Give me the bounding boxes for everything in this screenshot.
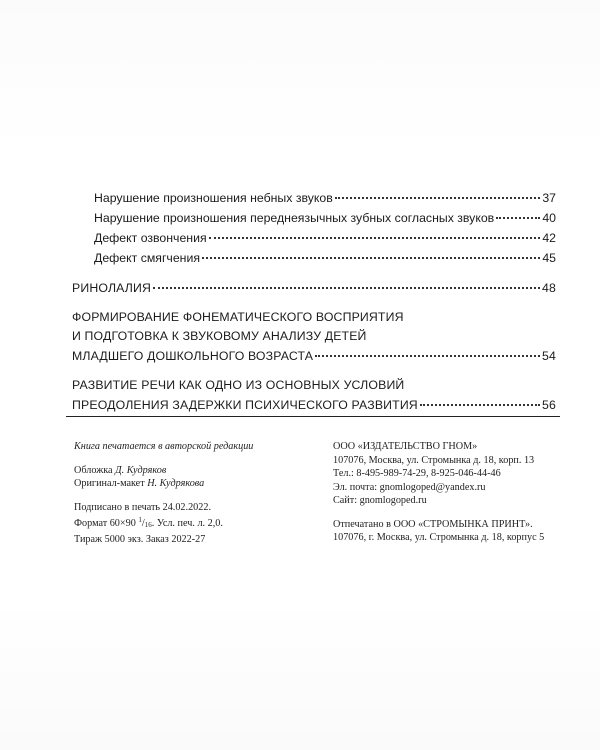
toc-leader-dots	[335, 197, 541, 199]
toc-entry	[72, 188, 556, 208]
imprint-right-column	[333, 440, 544, 545]
divider-line	[66, 416, 560, 417]
toc-section-last-line	[72, 278, 556, 298]
toc-leader-dots	[420, 404, 540, 406]
format-numerator: 1	[138, 516, 142, 524]
toc-entry-title: Дефект смягчения	[94, 251, 201, 265]
toc-leader-dots	[209, 237, 541, 239]
toc-section-title-line: ФОРМИРОВАНИЕ ФОНЕМАТИЧЕСКОГО ВОСПРИЯТИЯ	[72, 310, 404, 324]
toc-section-title-line: И ПОДГОТОВКА К ЗВУКОВОМУ АНАЛИЗУ ДЕТЕЙ	[72, 329, 367, 343]
layout-designer: Н. Кудрякова	[147, 478, 205, 489]
layout-label: Оригинал-макет	[74, 478, 145, 489]
toc-leader-dots	[496, 217, 540, 219]
table-of-contents	[72, 188, 556, 415]
imprint-left-column	[74, 440, 253, 546]
printer-address: 107076, г. Москва, ул. Стромынка д. 18, корпус 5	[333, 532, 545, 543]
cover-designer: Д. Кудряков	[115, 464, 167, 476]
toc-entry-title: Нарушение произношения переднеязычных зубных согласных звуков	[94, 211, 495, 225]
toc-leader-dots	[202, 257, 540, 259]
publisher-phone: Тел.: 8-495-989-74-29, 8-925-046-44-46	[333, 468, 501, 479]
publisher-address: 107076, Москва, ул. Стромынка д. 18, корп. 13	[333, 454, 535, 466]
format-suffix: . Усл. печ. л. 2,0.	[151, 518, 223, 529]
toc-entry	[72, 248, 556, 268]
signed-date: Подписано в печать 24.02.2022.	[74, 501, 211, 513]
toc-section-page: 54	[542, 349, 556, 363]
toc-entry-title: Нарушение произношения небных звуков	[94, 191, 333, 205]
format-line: Формат 60×90 $^1/_{16}$. Усл. печ. л. 2,0.	[74, 516, 223, 529]
cover-label: Обложка	[74, 464, 113, 476]
toc-section-title-line: ПРЕОДОЛЕНИЯ ЗАДЕРЖКИ ПСИХИЧЕСКОГО РАЗВИТИЯ	[72, 398, 418, 412]
toc-section-title: РИНОЛАЛИЯ	[72, 281, 152, 295]
cover-credit	[74, 464, 253, 478]
format-denominator: 16	[144, 521, 152, 529]
publisher-email: Эл. почта: gnomlogoped@yandex.ru	[333, 481, 486, 493]
toc-section	[72, 308, 556, 366]
toc-section-last-line	[72, 395, 556, 415]
toc-section-title-line: РАЗВИТИЕ РЕЧИ КАК ОДНО ИЗ ОСНОВНЫХ УСЛОВИЙ	[72, 378, 405, 392]
toc-section-last-line	[72, 346, 556, 366]
toc-entry-title: Дефект озвончения	[94, 231, 207, 245]
toc-entry-page: 37	[542, 191, 556, 205]
format-prefix: Формат 60×90	[74, 518, 136, 529]
printer-name: Отпечатано в ООО «СТРОМЫНКА ПРИНТ».	[333, 518, 533, 530]
toc-entry	[72, 208, 556, 228]
toc-entry	[72, 228, 556, 248]
toc-entry-page: 42	[542, 231, 556, 245]
toc-section	[72, 278, 556, 298]
toc-section-page: 48	[542, 281, 556, 295]
toc-leader-dots	[315, 355, 540, 357]
edition-note: Книга печатается в авторской редакции	[74, 441, 254, 452]
print-run: Тираж 5000 экз. Заказ 2022-27	[74, 533, 206, 545]
toc-entry-page: 45	[542, 251, 556, 265]
publisher-site: Сайт: gnomlogoped.ru	[333, 495, 427, 506]
publisher-name: ООО «ИЗДАТЕЛЬСТВО ГНОМ»	[333, 441, 478, 452]
toc-section-title-line: МЛАДШЕГО ДОШКОЛЬНОГО ВОЗРАСТА	[72, 349, 314, 363]
toc-section	[72, 376, 556, 415]
toc-leader-dots	[153, 287, 540, 289]
layout-credit	[74, 477, 253, 491]
toc-section-page: 56	[542, 398, 556, 412]
toc-entry-page: 40	[542, 211, 556, 225]
